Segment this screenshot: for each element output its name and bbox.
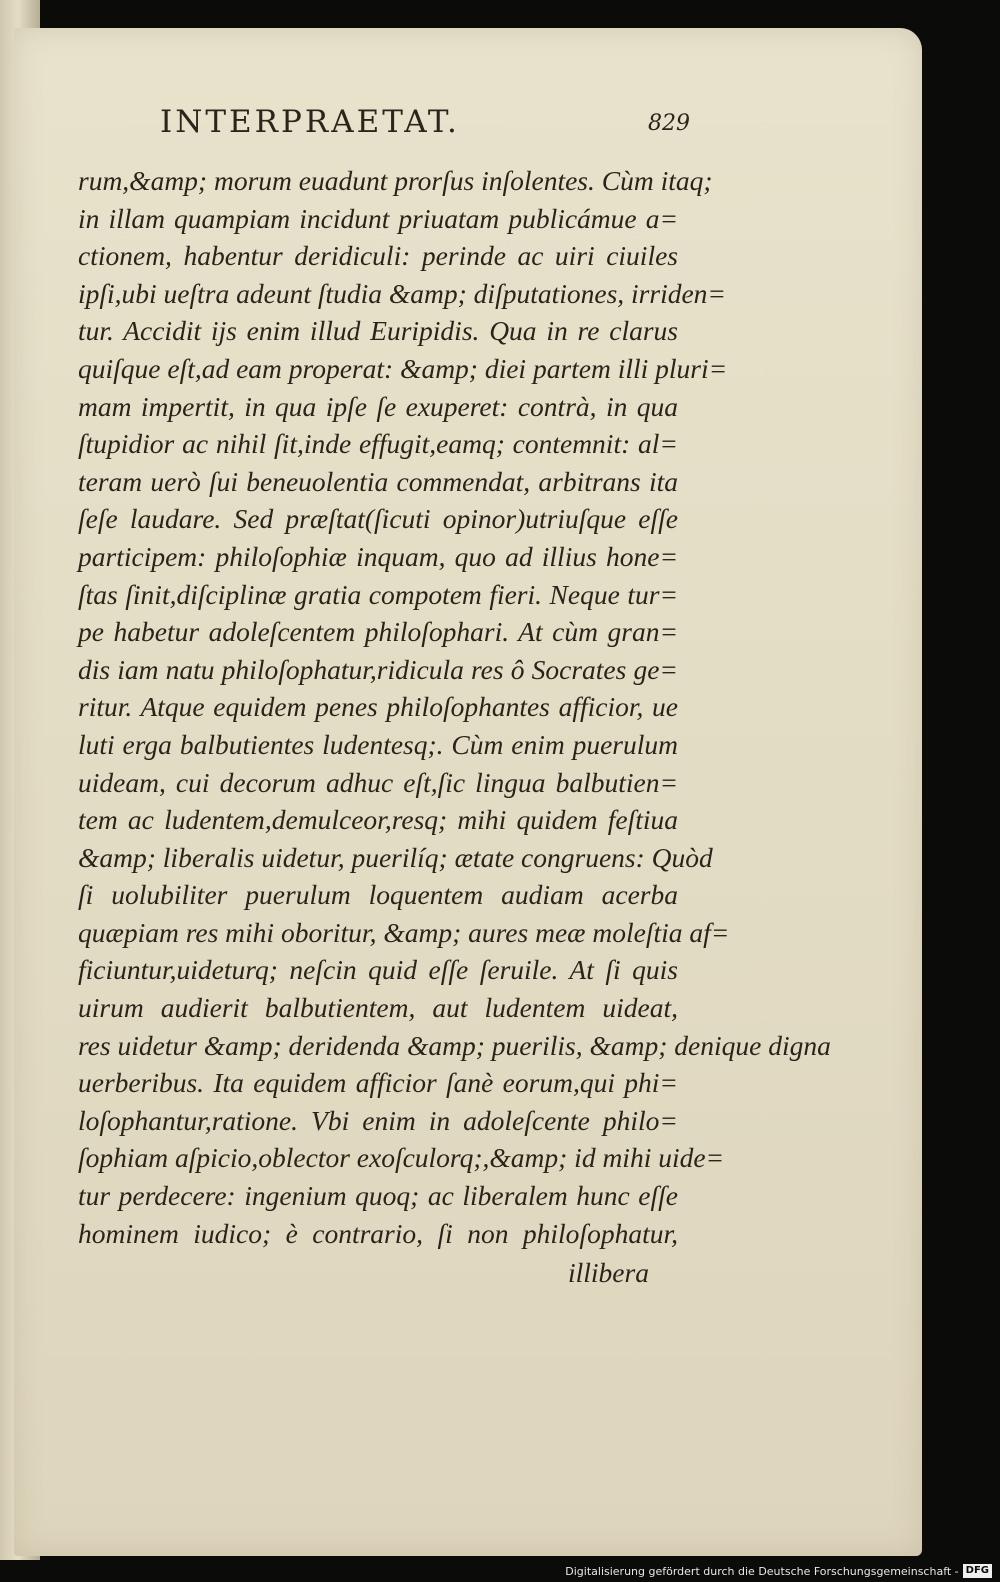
text-line: ſi uolubiliter puerulum loquentem audiam acerba (78, 879, 678, 911)
text-line: uirum audierit balbutientem, aut ludentem uideat, (78, 992, 678, 1024)
text-line: pe habetur adoleſcentem philoſophari. At cùm gran= (78, 616, 678, 648)
catchword: illibera (568, 1257, 649, 1288)
text-line: mam impertit, in qua ipſe ſe exuperet: contrà, in qua (78, 390, 678, 422)
text-line: loſophantur,ratione. Vbi enim in adoleſcente philo= (78, 1104, 678, 1136)
text-line: tur. Accidit ijs enim illud Euripidis. Qua in re clarus (78, 315, 678, 347)
text-line: ſophiam aſpicio,oblector exoſculorq;,&amp; id mihi uide= (78, 1142, 725, 1174)
text-line: uerberibus. Ita equidem afficior ſanè eorum,qui phi= (78, 1067, 678, 1099)
text-line: dis iam natu philoſophatur,ridicula res ô Socrates ge= (78, 653, 678, 685)
running-head: INTERPRAETAT. (160, 104, 460, 140)
text-line: ſtas ſinit,diſciplinæ gratia compotem fieri. Neque tur= (78, 578, 678, 610)
digitization-footer (565, 1560, 992, 1582)
text-line: ctionem, habentur deridiculi: perinde ac uiri ciuiles (78, 240, 678, 272)
page-number: 829 (648, 111, 690, 136)
text-line: rum,&amp; morum euadunt prorſus inſolentes. Cùm itaq; (78, 165, 713, 196)
body-text (78, 162, 831, 1252)
text-line: ipſi,ubi ueſtra adeunt ſtudia &amp; diſputationes, irriden= (78, 277, 726, 309)
text-line: hominem iudico; è contrario, ſi non philoſophatur, (78, 1217, 678, 1249)
text-line: &amp; liberalis uidetur, puerilíq; ætate congruens: Quòd (78, 841, 713, 873)
text-line: tur perdecere: ingenium quoq; ac liberalem hunc eſſe (78, 1180, 678, 1212)
text-line: participem: philoſophiæ inquam, quo ad illius hone= (78, 540, 678, 572)
text-line: quiſque eſt,ad eam properat: &amp; diei partem illi pluri= (78, 352, 728, 384)
page-header (160, 94, 690, 154)
text-line: luti erga balbutientes ludentesq;. Cùm enim puerulum (78, 728, 678, 760)
funding-credit: Digitalisierung gefördert durch die Deutsche Forschungsgemeinschaft - (565, 1564, 959, 1578)
text-line: ſtupidior ac nihil ſit,inde effugit,eamq; contemnit: al= (78, 428, 678, 460)
text-line: ficiuntur,uideturq; neſcin quid eſſe ſeruile. At ſi quis (78, 954, 678, 986)
text-line: teram uerò ſui beneuolentia commendat, arbitrans ita (78, 465, 678, 497)
text-line: in illam quampiam incidunt priuatam publicámue a= (78, 202, 678, 234)
text-line: uideam, cui decorum adhuc eſt,ſic lingua balbutien= (78, 766, 678, 798)
text-line: ſeſe laudare. Sed præſtat(ſicuti opinor)utriuſque eſſe (78, 503, 678, 535)
text-line: tem ac ludentem,demulceor,resq; mihi quidem feſtiua (78, 804, 678, 836)
text-line: res uidetur &amp; deridenda &amp; puerilis, &amp; denique digna (78, 1029, 831, 1061)
dfg-logo: DFG (963, 1564, 992, 1578)
text-line: quæpiam res mihi oboritur, &amp; aures meæ moleſtia af= (78, 916, 730, 948)
text-line: ritur. Atque equidem penes philoſophantes afficior, ue (78, 691, 678, 723)
